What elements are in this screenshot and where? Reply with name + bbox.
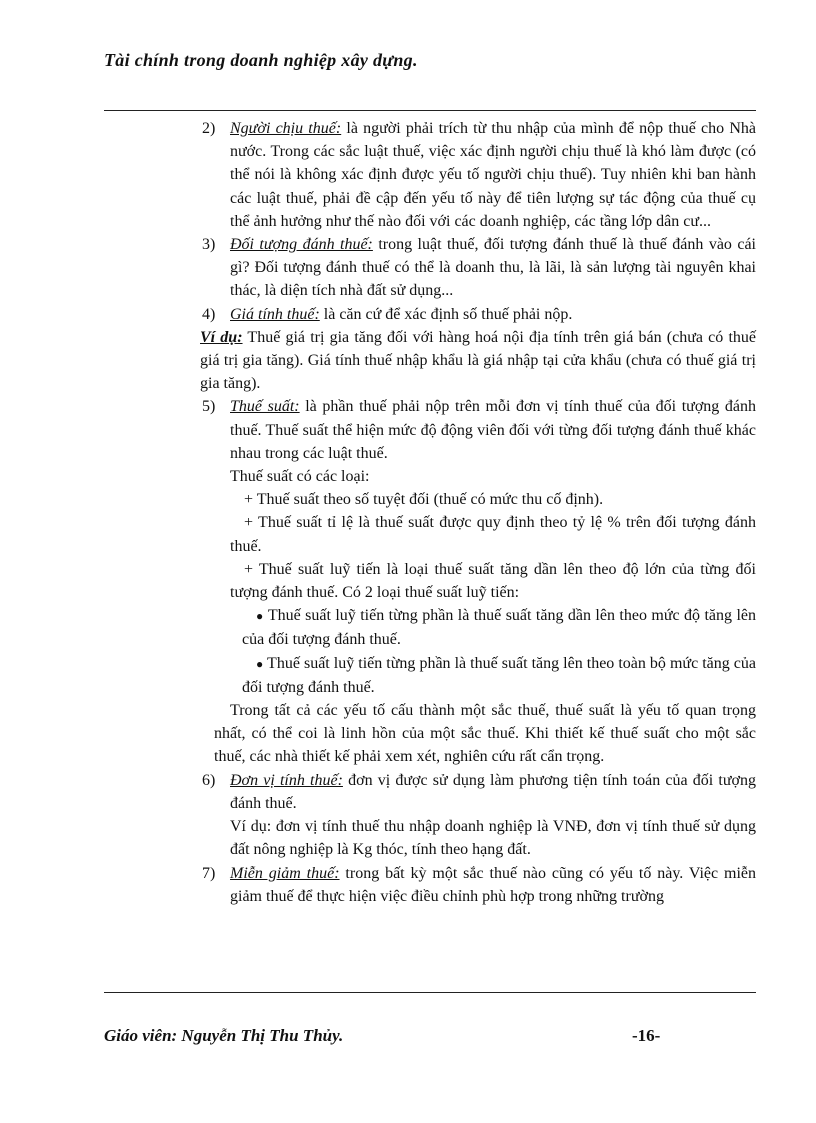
item-text: là căn cứ để xác định số thuế phải nộp. xyxy=(319,305,573,323)
item-text: đơn vị được sử dụng làm phương tiện tính toán của đối tượng đánh thuế. xyxy=(230,771,757,812)
item-number: 3) xyxy=(202,236,216,254)
footer-divider xyxy=(104,992,756,993)
bullet-item-1: ● Thuế suất luỹ tiến từng phần là thuế suất tăng dần lên theo mức độ tăng lên của đối tượng đánh thuế. xyxy=(242,607,757,649)
list-item-6 xyxy=(200,769,756,815)
header-divider xyxy=(104,110,756,111)
item-text: trong bất kỳ một sắc thuế nào cũng có yếu tố này. Việc miễn giảm thuế để thực hiện việc điều chỉnh phù hợp trong những trường xyxy=(230,864,757,905)
example-text: Thuế giá trị gia tăng đối với hàng hoá nội địa tính trên giá bán (chưa có thuế giá trị gia tăng). Giá tính thuế nhập khẩu là giá nhập tại cửa khẩu (chưa có thuế giá trị gia tăng). xyxy=(200,328,757,393)
tax-rate-summary: Trong tất cả các yếu tố cấu thành một sắc thuế, thuế suất là yếu tố quan trọng nhất, có thể coi là linh hồn của một sắc thuế. Khi thiết kế thuế suất cho một sắc thuế, các nhà thiết kế phải xem xét, nghiên cứu rất cẩn trọng. xyxy=(214,702,756,766)
tax-rate-types-intro: Thuế suất có các loại: xyxy=(230,468,370,486)
item-number: 2) xyxy=(202,120,216,137)
page-body xyxy=(200,117,756,908)
footer-teacher: Giáo viên: Nguyễn Thị Thu Thủy. xyxy=(104,1026,344,1045)
list-item-7 xyxy=(200,862,756,908)
bullet-icon: ● xyxy=(256,656,264,671)
item-text: là phần thuế phải nộp trên mỗi đơn vị tính thuế của đối tượng đánh thuế. Thuế suất thể hiện mức độ động viên đối với từng đối tượng đánh thuế khác nhau trong các luật thuế. xyxy=(230,398,757,462)
item-term: Miễn giảm thuế: xyxy=(230,864,340,882)
example-label: Ví dụ: xyxy=(200,328,243,346)
list-item-2 xyxy=(200,117,756,233)
list-item-3 xyxy=(200,233,756,303)
bullet-item-2: ● Thuế suất luỹ tiến từng phần là thuế suất tăng lên theo toàn bộ mức tăng của đối tượng đánh thuế. xyxy=(242,654,756,696)
page-header-title: Tài chính trong doanh nghiệp xây dựng. xyxy=(104,50,418,70)
tax-rate-type-3: + Thuế suất luỹ tiến là loại thuế suất tăng dần lên theo độ lớn của từng đối tượng đánh thuế. Có 2 loại thuế suất luỹ tiến: xyxy=(230,560,756,602)
item-term: Đơn vị tính thuế: xyxy=(230,771,343,789)
list-item-4 xyxy=(200,303,756,326)
item-number: 4) xyxy=(202,305,216,323)
page-number: -16- xyxy=(632,1026,661,1045)
item-number: 6) xyxy=(202,771,216,789)
example-paragraph xyxy=(200,326,756,396)
list-item-5 xyxy=(200,395,756,465)
item-term: Đối tượng đánh thuế: xyxy=(230,236,373,254)
item-term: Thuế suất: xyxy=(230,398,300,416)
bullet-icon: ● xyxy=(256,609,264,624)
unit-example: Ví dụ: đơn vị tính thuế thu nhập doanh nghiệp là VNĐ, đơn vị tính thuế sử dụng đất nông nghiệp là Kg thóc, tính theo hạng đất. xyxy=(230,818,756,859)
tax-rate-type-2: + Thuế suất tỉ lệ là thuế suất được quy định theo tỷ lệ % trên đối tượng đánh thuế. xyxy=(230,514,756,555)
item-term: Người chịu thuế: xyxy=(230,120,342,137)
item-text: là người phải trích từ thu nhập của mình để nộp thuế cho Nhà nước. Trong các sắc luật thuế, việc xác định người chịu thuế là khó làm được (có thể nói là không xác định được yếu tố người chịu thuế). Tuy nhiên khi ban hành các luật thuế, phải đề cập đến yếu tố này để tiên lượng sự tác động của thuế cụ thể ảnh hưởng như thế nào đối với các doanh nghiệp, các tầng lớp dân cư... xyxy=(230,120,756,230)
item-text: trong luật thuế, đối tượng đánh thuế là thuế đánh vào cái gì? Đối tượng đánh thuế có thể là doanh thu, là lãi, là sản lượng tài nguyên khai thác, là diện tích nhà đất sử dụng... xyxy=(230,236,756,300)
item-number: 5) xyxy=(202,398,216,416)
item-term: Giá tính thuế: xyxy=(230,305,320,323)
item-number: 7) xyxy=(202,864,216,882)
tax-rate-type-1: + Thuế suất theo số tuyệt đối (thuế có mức thu cố định). xyxy=(244,491,604,509)
